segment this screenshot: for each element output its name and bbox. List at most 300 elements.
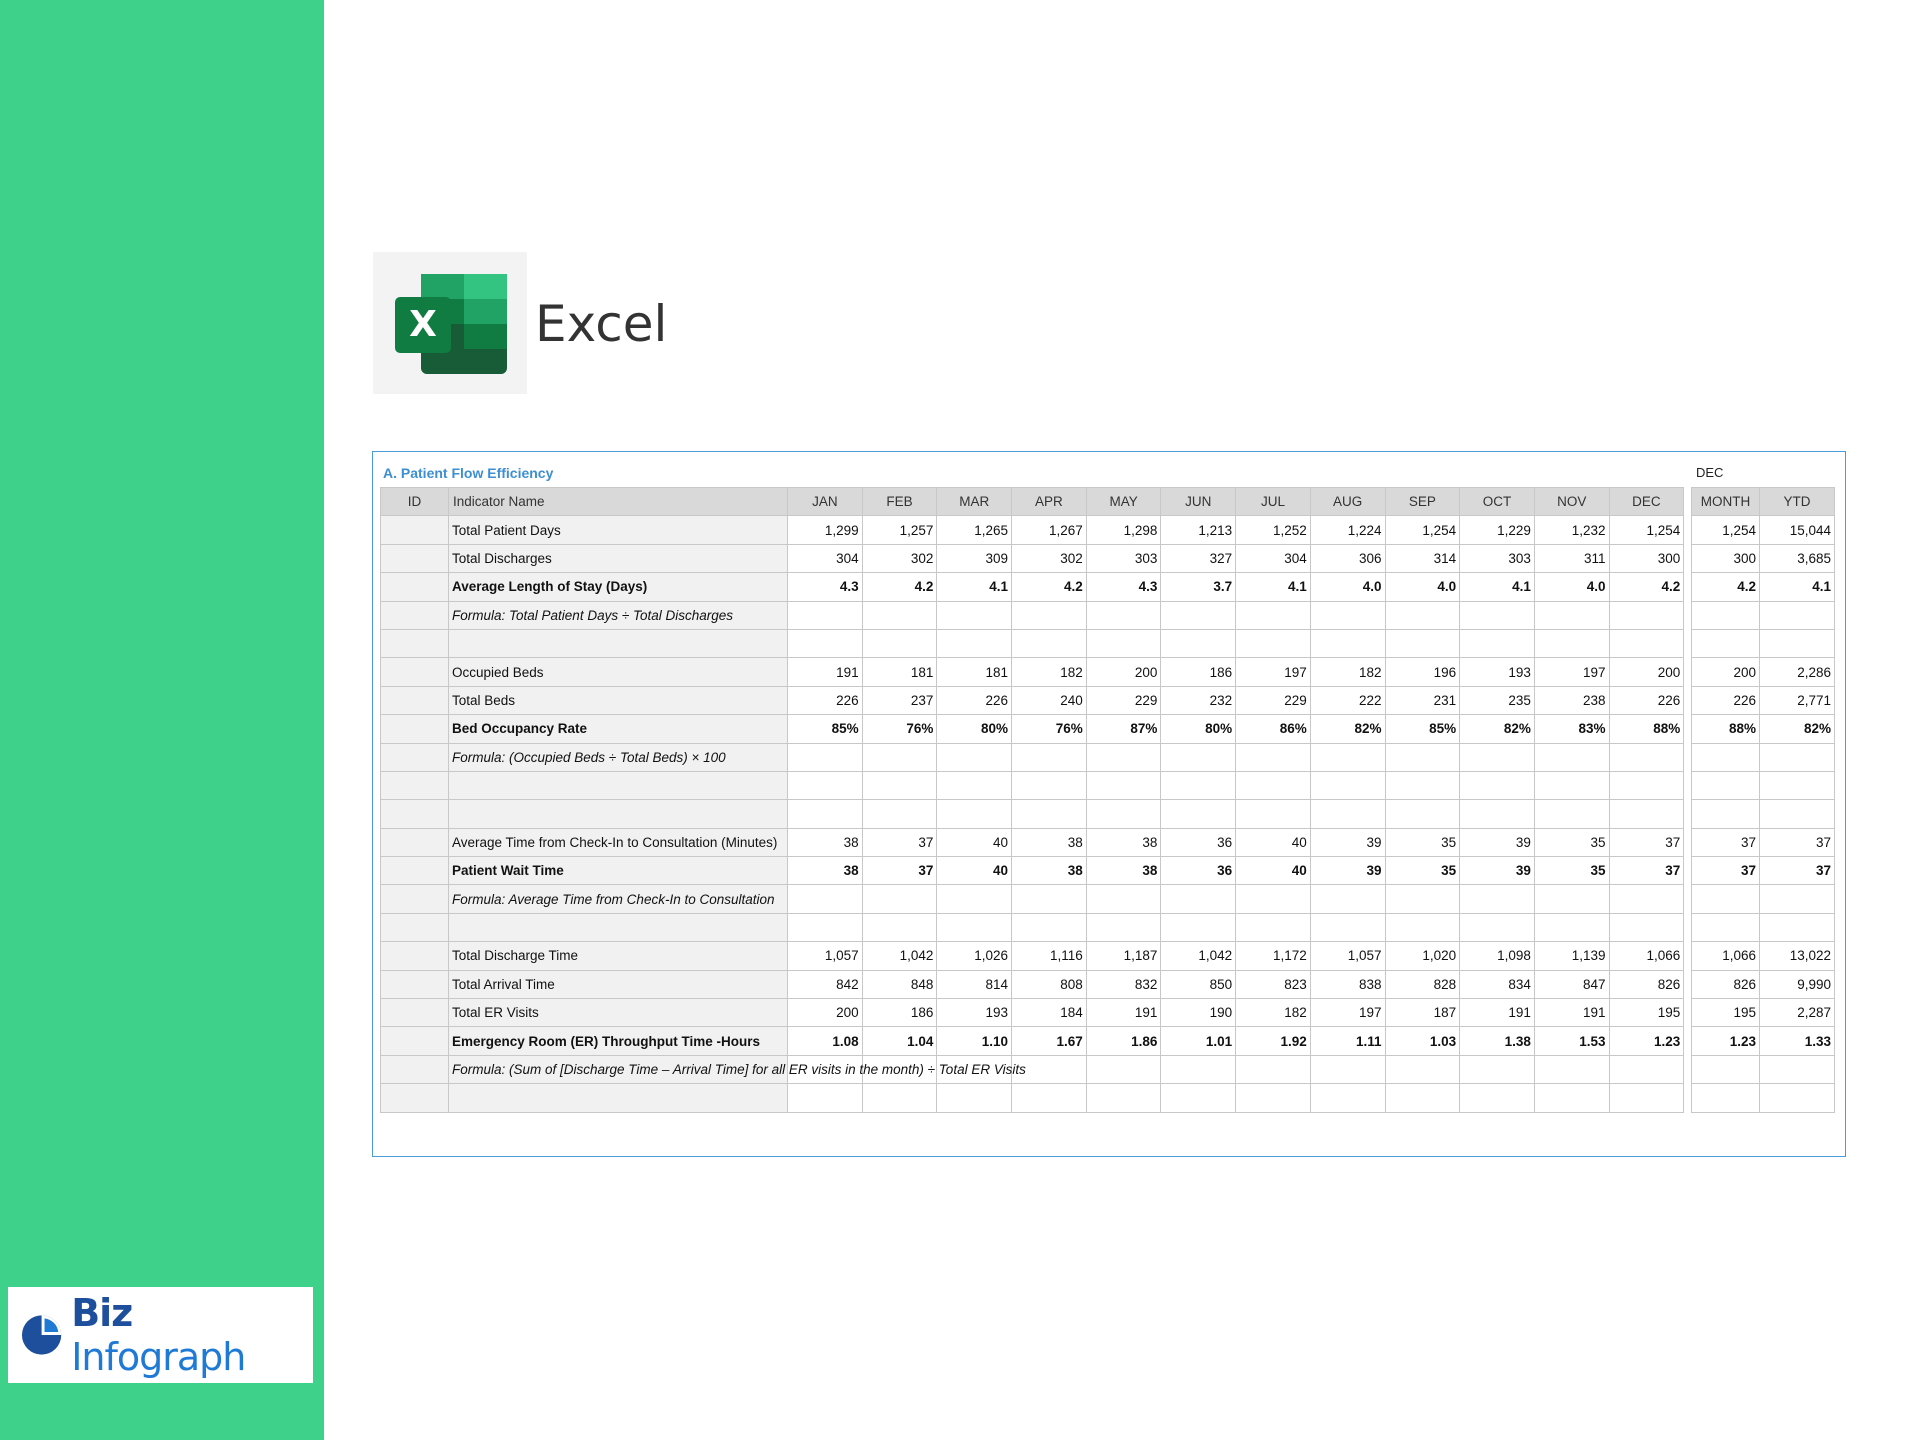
value-cell[interactable] <box>937 800 1012 828</box>
value-cell[interactable]: 37 <box>862 828 937 856</box>
value-cell[interactable]: 86% <box>1236 715 1311 743</box>
ytd-cell[interactable] <box>1760 601 1835 629</box>
value-cell[interactable]: 181 <box>862 658 937 686</box>
value-cell[interactable]: 37 <box>1609 828 1684 856</box>
value-cell[interactable]: 1.04 <box>862 1027 937 1055</box>
ytd-cell[interactable] <box>1760 800 1835 828</box>
value-cell[interactable]: 314 <box>1385 544 1460 572</box>
value-cell[interactable]: 232 <box>1161 686 1236 714</box>
value-cell[interactable]: 38 <box>788 857 863 885</box>
header-ytd[interactable]: YTD <box>1760 488 1835 516</box>
value-cell[interactable] <box>1534 743 1609 771</box>
indicator-name-cell[interactable]: Total Beds <box>449 686 788 714</box>
value-cell[interactable] <box>862 771 937 799</box>
value-cell[interactable]: 191 <box>1534 999 1609 1027</box>
value-cell[interactable] <box>1609 885 1684 913</box>
value-cell[interactable] <box>1460 1084 1535 1112</box>
value-cell[interactable]: 82% <box>1460 715 1535 743</box>
indicator-name-cell[interactable]: Formula: Total Patient Days ÷ Total Discharges <box>449 601 788 629</box>
id-cell[interactable] <box>381 629 449 657</box>
id-cell[interactable] <box>381 885 449 913</box>
value-cell[interactable]: 838 <box>1310 970 1385 998</box>
value-cell[interactable]: 300 <box>1609 544 1684 572</box>
value-cell[interactable] <box>1385 885 1460 913</box>
ytd-cell[interactable] <box>1760 743 1835 771</box>
value-cell[interactable]: 302 <box>862 544 937 572</box>
ytd-cell[interactable]: 3,685 <box>1760 544 1835 572</box>
value-cell[interactable] <box>937 629 1012 657</box>
value-cell[interactable]: 40 <box>937 828 1012 856</box>
indicator-name-cell[interactable]: Occupied Beds <box>449 658 788 686</box>
value-cell[interactable]: 311 <box>1534 544 1609 572</box>
value-cell[interactable] <box>1534 1055 1609 1083</box>
value-cell[interactable]: 36 <box>1161 828 1236 856</box>
value-cell[interactable] <box>1236 601 1311 629</box>
value-cell[interactable]: 327 <box>1161 544 1236 572</box>
value-cell[interactable] <box>1310 913 1385 941</box>
id-cell[interactable] <box>381 544 449 572</box>
value-cell[interactable]: 1.01 <box>1161 1027 1236 1055</box>
value-cell[interactable] <box>862 1084 937 1112</box>
value-cell[interactable]: 1.11 <box>1310 1027 1385 1055</box>
value-cell[interactable]: 200 <box>1609 658 1684 686</box>
value-cell[interactable]: 4.2 <box>1609 573 1684 601</box>
value-cell[interactable] <box>1609 743 1684 771</box>
value-cell[interactable]: 182 <box>1236 999 1311 1027</box>
value-cell[interactable]: 39 <box>1310 828 1385 856</box>
header-month-dec[interactable]: DEC <box>1609 488 1684 516</box>
value-cell[interactable]: 848 <box>862 970 937 998</box>
value-cell[interactable] <box>1012 800 1087 828</box>
ytd-cell[interactable] <box>1760 629 1835 657</box>
ytd-cell[interactable]: 15,044 <box>1760 516 1835 544</box>
month-cell[interactable]: 195 <box>1692 999 1760 1027</box>
value-cell[interactable]: 1,042 <box>1161 942 1236 970</box>
month-cell[interactable] <box>1692 771 1760 799</box>
value-cell[interactable] <box>1609 800 1684 828</box>
value-cell[interactable]: 1,066 <box>1609 942 1684 970</box>
ytd-cell[interactable] <box>1760 1084 1835 1112</box>
value-cell[interactable]: 814 <box>937 970 1012 998</box>
value-cell[interactable] <box>1086 771 1161 799</box>
value-cell[interactable] <box>1385 743 1460 771</box>
value-cell[interactable]: 303 <box>1086 544 1161 572</box>
value-cell[interactable] <box>1310 629 1385 657</box>
value-cell[interactable] <box>1310 771 1385 799</box>
value-cell[interactable]: 87% <box>1086 715 1161 743</box>
value-cell[interactable]: 222 <box>1310 686 1385 714</box>
value-cell[interactable] <box>1460 743 1535 771</box>
value-cell[interactable]: 191 <box>1086 999 1161 1027</box>
id-cell[interactable] <box>381 999 449 1027</box>
value-cell[interactable] <box>1086 629 1161 657</box>
header-month-feb[interactable]: FEB <box>862 488 937 516</box>
value-cell[interactable]: 1,020 <box>1385 942 1460 970</box>
value-cell[interactable]: 80% <box>937 715 1012 743</box>
value-cell[interactable] <box>1385 601 1460 629</box>
value-cell[interactable] <box>1385 629 1460 657</box>
ytd-cell[interactable]: 37 <box>1760 857 1835 885</box>
value-cell[interactable]: 832 <box>1086 970 1161 998</box>
value-cell[interactable]: 4.1 <box>937 573 1012 601</box>
value-cell[interactable] <box>1012 743 1087 771</box>
indicator-name-cell[interactable]: Emergency Room (ER) Throughput Time -Hours <box>449 1027 788 1055</box>
value-cell[interactable] <box>1385 1084 1460 1112</box>
value-cell[interactable] <box>1086 913 1161 941</box>
month-cell[interactable]: 1,066 <box>1692 942 1760 970</box>
value-cell[interactable]: 37 <box>862 857 937 885</box>
value-cell[interactable] <box>1460 629 1535 657</box>
value-cell[interactable]: 229 <box>1086 686 1161 714</box>
value-cell[interactable]: 1.67 <box>1012 1027 1087 1055</box>
value-cell[interactable]: 1,267 <box>1012 516 1087 544</box>
id-cell[interactable] <box>381 771 449 799</box>
value-cell[interactable] <box>788 629 863 657</box>
header-month-may[interactable]: MAY <box>1086 488 1161 516</box>
value-cell[interactable] <box>1310 800 1385 828</box>
ytd-cell[interactable]: 1.33 <box>1760 1027 1835 1055</box>
value-cell[interactable]: 1,139 <box>1534 942 1609 970</box>
indicator-name-cell[interactable]: Average Length of Stay (Days) <box>449 573 788 601</box>
value-cell[interactable] <box>1534 629 1609 657</box>
value-cell[interactable] <box>1161 771 1236 799</box>
id-cell[interactable] <box>381 658 449 686</box>
value-cell[interactable] <box>1609 771 1684 799</box>
value-cell[interactable]: 40 <box>1236 828 1311 856</box>
value-cell[interactable] <box>1012 771 1087 799</box>
value-cell[interactable] <box>1086 800 1161 828</box>
value-cell[interactable]: 240 <box>1012 686 1087 714</box>
value-cell[interactable]: 35 <box>1385 828 1460 856</box>
indicator-name-cell[interactable]: Total Arrival Time <box>449 970 788 998</box>
month-cell[interactable] <box>1692 1055 1760 1083</box>
value-cell[interactable]: 306 <box>1310 544 1385 572</box>
value-cell[interactable]: 38 <box>1086 857 1161 885</box>
indicator-name-cell[interactable] <box>449 800 788 828</box>
value-cell[interactable]: 40 <box>1236 857 1311 885</box>
value-cell[interactable] <box>1534 913 1609 941</box>
value-cell[interactable] <box>1161 1055 1236 1083</box>
value-cell[interactable] <box>788 1084 863 1112</box>
value-cell[interactable]: 237 <box>862 686 937 714</box>
header-month-nov[interactable]: NOV <box>1534 488 1609 516</box>
value-cell[interactable]: 88% <box>1609 715 1684 743</box>
header-month-aug[interactable]: AUG <box>1310 488 1385 516</box>
value-cell[interactable]: 39 <box>1310 857 1385 885</box>
header-month-jan[interactable]: JAN <box>788 488 863 516</box>
value-cell[interactable]: 847 <box>1534 970 1609 998</box>
indicator-name-cell[interactable]: Bed Occupancy Rate <box>449 715 788 743</box>
value-cell[interactable] <box>1012 885 1087 913</box>
value-cell[interactable]: 304 <box>1236 544 1311 572</box>
id-cell[interactable] <box>381 857 449 885</box>
value-cell[interactable]: 850 <box>1161 970 1236 998</box>
value-cell[interactable]: 1,042 <box>862 942 937 970</box>
value-cell[interactable] <box>1310 1055 1385 1083</box>
id-cell[interactable] <box>381 715 449 743</box>
value-cell[interactable]: 1,232 <box>1534 516 1609 544</box>
value-cell[interactable] <box>862 629 937 657</box>
indicator-name-cell[interactable]: Total Discharges <box>449 544 788 572</box>
value-cell[interactable]: 184 <box>1012 999 1087 1027</box>
value-cell[interactable]: 191 <box>788 658 863 686</box>
header-name[interactable]: Indicator Name <box>449 488 788 516</box>
value-cell[interactable]: 4.2 <box>1012 573 1087 601</box>
month-cell[interactable]: 1.23 <box>1692 1027 1760 1055</box>
value-cell[interactable] <box>788 771 863 799</box>
month-cell[interactable]: 226 <box>1692 686 1760 714</box>
header-month-jul[interactable]: JUL <box>1236 488 1311 516</box>
value-cell[interactable]: 226 <box>937 686 1012 714</box>
value-cell[interactable]: 4.1 <box>1460 573 1535 601</box>
ytd-cell[interactable] <box>1760 885 1835 913</box>
value-cell[interactable] <box>1310 601 1385 629</box>
value-cell[interactable]: 4.0 <box>1534 573 1609 601</box>
month-cell[interactable] <box>1692 800 1760 828</box>
value-cell[interactable]: 834 <box>1460 970 1535 998</box>
value-cell[interactable]: 231 <box>1385 686 1460 714</box>
ytd-cell[interactable]: 2,287 <box>1760 999 1835 1027</box>
value-cell[interactable]: 37 <box>1609 857 1684 885</box>
value-cell[interactable] <box>1161 885 1236 913</box>
value-cell[interactable]: 4.3 <box>1086 573 1161 601</box>
value-cell[interactable]: 823 <box>1236 970 1311 998</box>
value-cell[interactable] <box>937 885 1012 913</box>
value-cell[interactable]: 200 <box>1086 658 1161 686</box>
value-cell[interactable]: 197 <box>1534 658 1609 686</box>
ytd-cell[interactable]: 4.1 <box>1760 573 1835 601</box>
indicator-name-cell[interactable] <box>449 1084 788 1112</box>
value-cell[interactable] <box>1534 800 1609 828</box>
value-cell[interactable] <box>1460 913 1535 941</box>
id-cell[interactable] <box>381 1055 449 1083</box>
id-cell[interactable] <box>381 686 449 714</box>
value-cell[interactable] <box>862 800 937 828</box>
value-cell[interactable] <box>1385 913 1460 941</box>
value-cell[interactable]: 1,265 <box>937 516 1012 544</box>
header-month-apr[interactable]: APR <box>1012 488 1087 516</box>
value-cell[interactable] <box>1086 1055 1161 1083</box>
value-cell[interactable] <box>1236 1055 1311 1083</box>
value-cell[interactable]: 85% <box>788 715 863 743</box>
value-cell[interactable] <box>1460 601 1535 629</box>
value-cell[interactable] <box>1385 771 1460 799</box>
value-cell[interactable] <box>1236 743 1311 771</box>
value-cell[interactable]: 1,254 <box>1609 516 1684 544</box>
value-cell[interactable] <box>862 885 937 913</box>
id-cell[interactable] <box>381 516 449 544</box>
value-cell[interactable] <box>1310 1084 1385 1112</box>
ytd-cell[interactable] <box>1760 1055 1835 1083</box>
value-cell[interactable] <box>1385 1055 1460 1083</box>
value-cell[interactable] <box>1236 771 1311 799</box>
id-cell[interactable] <box>381 573 449 601</box>
value-cell[interactable]: 1.08 <box>788 1027 863 1055</box>
id-cell[interactable] <box>381 1027 449 1055</box>
value-cell[interactable]: 76% <box>1012 715 1087 743</box>
value-cell[interactable]: 38 <box>788 828 863 856</box>
value-cell[interactable]: 80% <box>1161 715 1236 743</box>
value-cell[interactable]: 35 <box>1385 857 1460 885</box>
value-cell[interactable] <box>862 743 937 771</box>
value-cell[interactable]: 1,257 <box>862 516 937 544</box>
indicator-name-cell[interactable] <box>449 771 788 799</box>
value-cell[interactable]: 4.0 <box>1385 573 1460 601</box>
month-cell[interactable] <box>1692 601 1760 629</box>
value-cell[interactable]: 39 <box>1460 857 1535 885</box>
value-cell[interactable]: 36 <box>1161 857 1236 885</box>
value-cell[interactable] <box>1012 629 1087 657</box>
value-cell[interactable]: 1,254 <box>1385 516 1460 544</box>
value-cell[interactable] <box>788 601 863 629</box>
value-cell[interactable]: 190 <box>1161 999 1236 1027</box>
value-cell[interactable] <box>1609 629 1684 657</box>
value-cell[interactable]: 186 <box>862 999 937 1027</box>
month-cell[interactable] <box>1692 913 1760 941</box>
value-cell[interactable]: 808 <box>1012 970 1087 998</box>
value-cell[interactable] <box>1161 743 1236 771</box>
value-cell[interactable]: 193 <box>1460 658 1535 686</box>
value-cell[interactable]: 1,057 <box>1310 942 1385 970</box>
value-cell[interactable]: 39 <box>1460 828 1535 856</box>
ytd-cell[interactable] <box>1760 771 1835 799</box>
value-cell[interactable]: 4.1 <box>1236 573 1311 601</box>
id-cell[interactable] <box>381 743 449 771</box>
id-cell[interactable] <box>381 1084 449 1112</box>
value-cell[interactable] <box>788 800 863 828</box>
value-cell[interactable]: 1.23 <box>1609 1027 1684 1055</box>
month-cell[interactable]: 88% <box>1692 715 1760 743</box>
ytd-cell[interactable]: 2,286 <box>1760 658 1835 686</box>
ytd-cell[interactable]: 37 <box>1760 828 1835 856</box>
value-cell[interactable] <box>1161 800 1236 828</box>
value-cell[interactable]: 842 <box>788 970 863 998</box>
indicator-name-cell[interactable]: Total Discharge Time <box>449 942 788 970</box>
id-cell[interactable] <box>381 913 449 941</box>
month-cell[interactable] <box>1692 885 1760 913</box>
value-cell[interactable]: 1.38 <box>1460 1027 1535 1055</box>
id-cell[interactable] <box>381 970 449 998</box>
value-cell[interactable] <box>937 601 1012 629</box>
value-cell[interactable] <box>1310 885 1385 913</box>
value-cell[interactable] <box>788 913 863 941</box>
value-cell[interactable]: 196 <box>1385 658 1460 686</box>
value-cell[interactable] <box>1534 601 1609 629</box>
value-cell[interactable] <box>937 771 1012 799</box>
ytd-cell[interactable]: 13,022 <box>1760 942 1835 970</box>
value-cell[interactable]: 1,057 <box>788 942 863 970</box>
value-cell[interactable] <box>1609 601 1684 629</box>
value-cell[interactable] <box>1534 771 1609 799</box>
value-cell[interactable]: 1,213 <box>1161 516 1236 544</box>
indicator-name-cell[interactable]: Total ER Visits <box>449 999 788 1027</box>
value-cell[interactable]: 1,252 <box>1236 516 1311 544</box>
value-cell[interactable] <box>937 1084 1012 1112</box>
value-cell[interactable]: 1,229 <box>1460 516 1535 544</box>
value-cell[interactable]: 38 <box>1012 857 1087 885</box>
value-cell[interactable]: 309 <box>937 544 1012 572</box>
month-cell[interactable]: 826 <box>1692 970 1760 998</box>
value-cell[interactable] <box>1236 913 1311 941</box>
value-cell[interactable] <box>1236 1084 1311 1112</box>
month-cell[interactable] <box>1692 743 1760 771</box>
id-cell[interactable] <box>381 942 449 970</box>
value-cell[interactable]: 1.03 <box>1385 1027 1460 1055</box>
month-cell[interactable]: 4.2 <box>1692 573 1760 601</box>
value-cell[interactable]: 181 <box>937 658 1012 686</box>
value-cell[interactable]: 187 <box>1385 999 1460 1027</box>
value-cell[interactable]: 40 <box>937 857 1012 885</box>
value-cell[interactable]: 35 <box>1534 828 1609 856</box>
id-cell[interactable] <box>381 800 449 828</box>
value-cell[interactable]: 182 <box>1012 658 1087 686</box>
value-cell[interactable]: 1,172 <box>1236 942 1311 970</box>
indicator-name-cell[interactable]: Formula: (Sum of [Discharge Time – Arrival Time] for all ER visits in the month) ÷ Total ER Visits <box>449 1055 788 1083</box>
value-cell[interactable] <box>1534 1084 1609 1112</box>
value-cell[interactable] <box>1161 913 1236 941</box>
header-id[interactable]: ID <box>381 488 449 516</box>
header-month[interactable]: MONTH <box>1692 488 1760 516</box>
ytd-cell[interactable] <box>1760 913 1835 941</box>
value-cell[interactable]: 226 <box>788 686 863 714</box>
ytd-cell[interactable]: 2,771 <box>1760 686 1835 714</box>
value-cell[interactable]: 1,299 <box>788 516 863 544</box>
ytd-cell[interactable]: 9,990 <box>1760 970 1835 998</box>
value-cell[interactable] <box>1086 743 1161 771</box>
value-cell[interactable]: 195 <box>1609 999 1684 1027</box>
value-cell[interactable]: 229 <box>1236 686 1311 714</box>
value-cell[interactable] <box>1236 629 1311 657</box>
value-cell[interactable]: 238 <box>1534 686 1609 714</box>
header-month-oct[interactable]: OCT <box>1460 488 1535 516</box>
value-cell[interactable] <box>1460 800 1535 828</box>
value-cell[interactable]: 38 <box>1012 828 1087 856</box>
value-cell[interactable]: 1.86 <box>1086 1027 1161 1055</box>
value-cell[interactable] <box>1161 1084 1236 1112</box>
id-cell[interactable] <box>381 601 449 629</box>
value-cell[interactable]: 303 <box>1460 544 1535 572</box>
ytd-cell[interactable]: 82% <box>1760 715 1835 743</box>
value-cell[interactable]: 4.0 <box>1310 573 1385 601</box>
value-cell[interactable]: 35 <box>1534 857 1609 885</box>
id-cell[interactable] <box>381 828 449 856</box>
value-cell[interactable]: 1.92 <box>1236 1027 1311 1055</box>
value-cell[interactable] <box>1161 629 1236 657</box>
value-cell[interactable] <box>1012 913 1087 941</box>
value-cell[interactable] <box>1460 771 1535 799</box>
value-cell[interactable]: 38 <box>1086 828 1161 856</box>
value-cell[interactable] <box>788 743 863 771</box>
value-cell[interactable]: 186 <box>1161 658 1236 686</box>
month-cell[interactable] <box>1692 629 1760 657</box>
value-cell[interactable] <box>862 601 937 629</box>
value-cell[interactable]: 76% <box>862 715 937 743</box>
value-cell[interactable]: 826 <box>1609 970 1684 998</box>
value-cell[interactable]: 226 <box>1609 686 1684 714</box>
value-cell[interactable] <box>1534 885 1609 913</box>
month-cell[interactable]: 37 <box>1692 828 1760 856</box>
value-cell[interactable] <box>1609 913 1684 941</box>
value-cell[interactable] <box>1161 601 1236 629</box>
value-cell[interactable]: 193 <box>937 999 1012 1027</box>
value-cell[interactable]: 85% <box>1385 715 1460 743</box>
value-cell[interactable] <box>1086 885 1161 913</box>
value-cell[interactable]: 1,026 <box>937 942 1012 970</box>
value-cell[interactable] <box>937 743 1012 771</box>
indicator-name-cell[interactable]: Formula: Average Time from Check-In to Consultation <box>449 885 788 913</box>
value-cell[interactable] <box>862 913 937 941</box>
value-cell[interactable] <box>1609 1084 1684 1112</box>
